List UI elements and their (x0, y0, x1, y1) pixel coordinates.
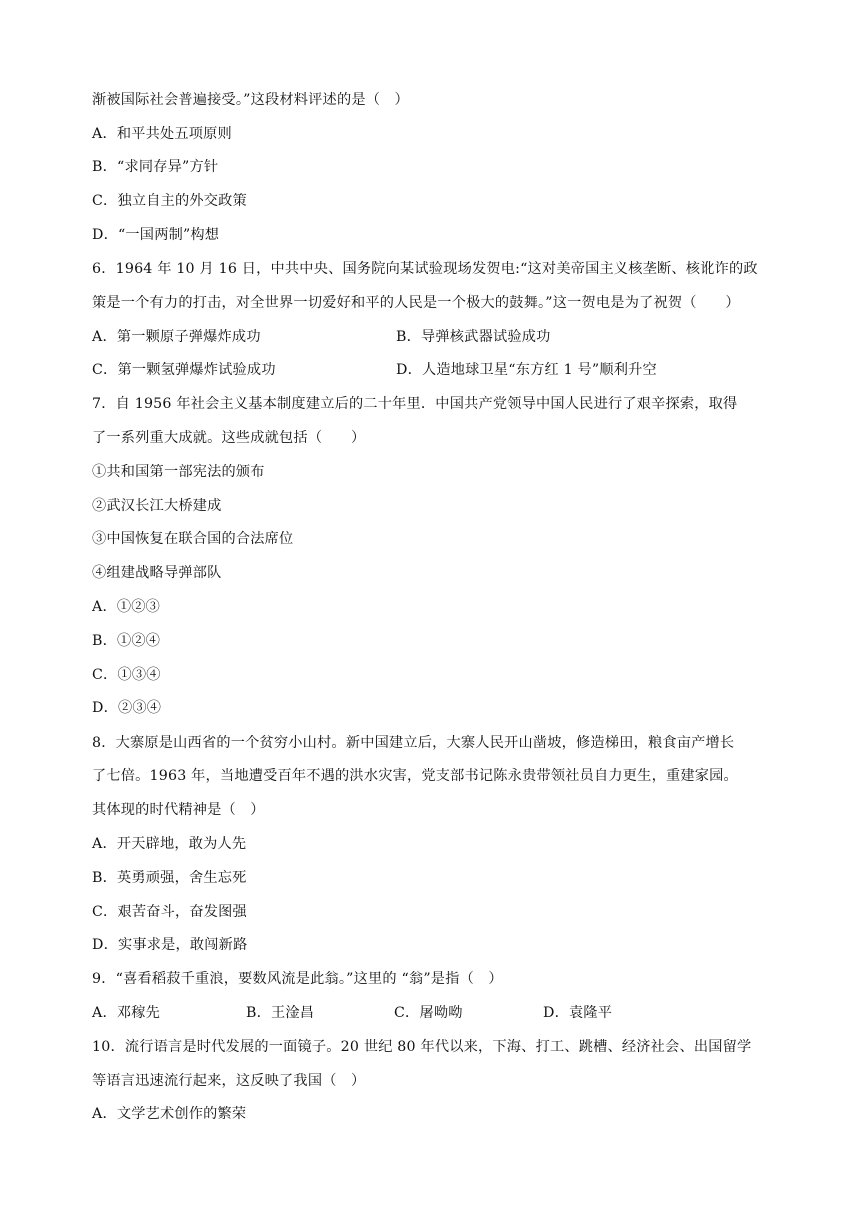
q9-option-a: A．邓稼先 (92, 1005, 160, 1021)
q5-option-c: C．独立自主的外交政策 (92, 193, 247, 209)
question-8-stem-line2: 了七倍。1963 年，当地遭受百年不遇的洪水灾害，党支部书记陈永贵带领社员自力更生，重建家园。 (92, 768, 738, 784)
question-6-stem-line2: 策是一个有力的打击，对全世界一切爱好和平的人民是一个极大的鼓舞。”这一贺电是为了祝贺（ ） (92, 295, 740, 311)
q6-option-a: A．第一颗原子弹爆炸成功 (92, 329, 261, 345)
q6-option-d: D．人造地球卫星“东方红 1 号”顺利升空 (396, 362, 657, 378)
question-5-stem-end: 渐被国际社会普遍接受。”这段材料评述的是（ ） (92, 92, 409, 108)
q10-option-a: A．文学艺术创作的繁荣 (92, 1106, 247, 1122)
q6-option-b: B．导弹核武器试验成功 (396, 329, 551, 345)
q7-item-3: ③中国恢复在联合国的合法席位 (92, 531, 294, 547)
q8-option-c: C．艰苦奋斗，奋发图强 (92, 904, 247, 920)
q6-options-row2 (92, 361, 772, 379)
q9-option-b: B．王淦昌 (246, 1005, 315, 1021)
q7-option-b: B．①②④ (92, 633, 161, 649)
question-9-stem: 9．“喜看稻菽千重浪，要数风流是此翁。”这里的 “翁”是指（ ） (92, 971, 503, 987)
q8-option-a: A．开天辟地，敢为人先 (92, 836, 247, 852)
q9-option-d: D．袁隆平 (543, 1005, 613, 1021)
question-6-stem-line1: 6．1964 年 10 月 16 日，中共中央、国务院向某试验现场发贺电:“这对美帝国主义核垄断、核讹诈的政 (92, 261, 758, 277)
question-7-stem-line2: 了一系列重大成就。这些成就包括（ ） (92, 430, 366, 446)
q7-option-a: A．①②③ (92, 599, 160, 615)
q7-item-1: ①共和国第一部宪法的颁布 (92, 464, 265, 480)
question-7-stem-line1: 7．自 1956 年社会主义基本制度建立后的二十年里．中国共产党领导中国人民进行了艰辛探索，取得 (92, 396, 738, 412)
q7-item-2: ②武汉长江大桥建成 (92, 498, 222, 514)
q6-options-row1 (92, 328, 772, 346)
question-10-stem-line1: 10．流行语言是时代发展的一面镜子。20 世纪 80 年代以来，下海、打工、跳槽、经济社会、出国留学 (92, 1039, 752, 1055)
question-8-stem-line3: 其体现的时代精神是（ ） (92, 802, 265, 818)
q6-option-c: C．第一颗氢弹爆炸试验成功 (92, 362, 276, 378)
q8-option-d: D．实事求是，敢闯新路 (92, 937, 248, 953)
q8-option-b: B．英勇顽强，舍生忘死 (92, 870, 247, 886)
q7-item-4: ④组建战略导弹部队 (92, 565, 222, 581)
question-8-stem-line1: 8．大寨原是山西省的一个贫穷小山村。新中国建立后，大寨人民开山凿坡，修造梯田，粮食亩产增长 (92, 735, 735, 751)
q5-option-d: D．“一国两制”构想 (92, 227, 220, 243)
q7-option-d: D．②③④ (92, 700, 162, 716)
q9-option-c: C．屠呦呦 (394, 1005, 463, 1021)
q7-option-c: C．①③④ (92, 667, 161, 683)
q9-options-row (92, 1004, 692, 1022)
question-10-stem-line2: 等语言迅速流行起来，这反映了我国（ ） (92, 1073, 366, 1089)
q5-option-b: B．“求同存异”方针 (92, 159, 219, 175)
q5-option-a: A．和平共处五项原则 (92, 126, 232, 142)
